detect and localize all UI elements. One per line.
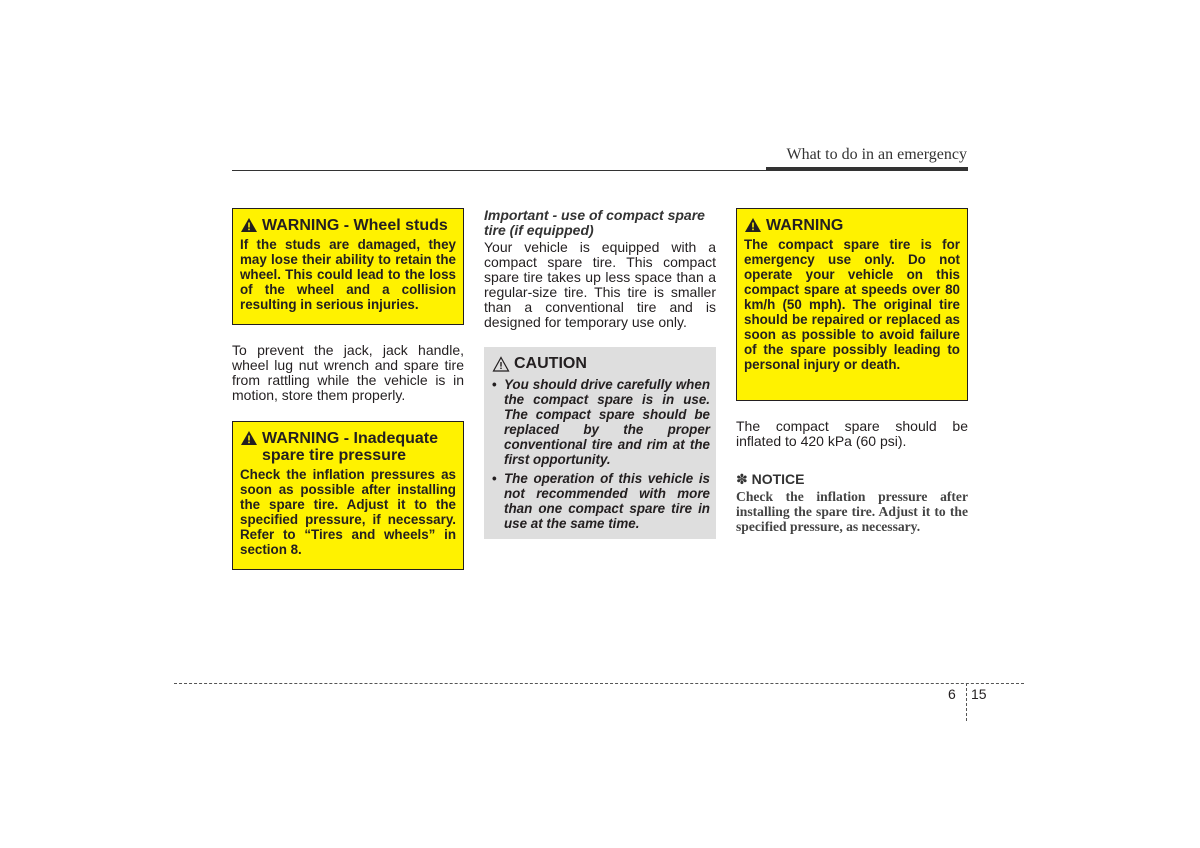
compact-spare-body: Your vehicle is equipped with a compact spare tire. This compact spare tire takes up less space than a regular-size tire. This tire is smaller than a conventional tire and is designed for temporary use only. [484, 239, 716, 330]
compact-spare-heading: Important - use of compact spare tire (if equipped) [484, 207, 705, 238]
footer-vertical-rule [966, 683, 967, 721]
warning-title [240, 430, 456, 464]
warning-triangle-icon [744, 217, 766, 234]
caution-label: CAUTION [514, 355, 587, 372]
warning-label: WARNING [262, 430, 340, 447]
column-3 [736, 208, 968, 534]
warning-body: If the studs are damaged, they may lose their ability to retain the wheel. This could lead to the loss of the wheel and a collision resulting in serious injuries. [240, 237, 456, 312]
inflation-paragraph: The compact spare should be inflated to 420 kPa (60 psi). [736, 418, 968, 449]
caution-item: • The operation of this vehicle is not recommended with more than one compact spare tire in use at the same time. [492, 471, 710, 531]
warning-box-wheel-studs [232, 208, 464, 325]
notice-body: Check the inflation pressure after installing the spare tire. Adjust it to the specified pressure, as necessary. [736, 489, 968, 534]
caution-item-text: You should drive carefully when the compact spare is in use. The compact spare should be replaced by the proper conventional tire and rim at the first opportunity. [504, 377, 710, 467]
column-2 [484, 208, 716, 539]
column-1 [232, 208, 464, 570]
warning-box-compact-spare [736, 208, 968, 401]
warning-label: WARNING [766, 217, 844, 234]
storage-paragraph: To prevent the jack, jack handle, wheel lug nut wrench and spare tire from rattling while the vehicle is in motion, store them properly. [232, 342, 464, 403]
warning-label: WARNING [262, 217, 340, 234]
caution-triangle-icon [492, 356, 514, 373]
caution-item-text: The operation of this vehicle is not recommended with more than one compact spare tire in use at the same time. [504, 471, 710, 531]
warning-subtitle: - Inadequate spare tire pressure [262, 430, 439, 464]
notice-title: ✽ NOTICE [736, 471, 805, 487]
warning-triangle-icon [240, 217, 262, 234]
section-number: 6 [948, 686, 956, 702]
warning-subtitle: - Wheel studs [339, 217, 448, 234]
header-bar [766, 167, 968, 171]
warning-title [240, 217, 456, 234]
warning-body: Check the inflation pressures as soon as possible after installing the spare tire. Adjust it to the specified pressure, if necessary. Refer to “Tires and wheels” in section 8. [240, 467, 456, 557]
warning-title [744, 217, 960, 234]
caution-box [484, 347, 716, 539]
caution-title [492, 355, 710, 373]
caution-item: • You should drive carefully when the compact spare is in use. The compact spare should be replaced by the proper conventional tire and rim at the first opportunity. [492, 377, 710, 467]
warning-box-spare-pressure [232, 421, 464, 570]
footer-rule [174, 683, 1024, 684]
warning-triangle-icon [240, 430, 262, 447]
warning-body: The compact spare tire is for emergency use only. Do not operate your vehicle on this compact spare at speeds over 80 km/h (50 mph). The original tire should be repaired or replaced as soon as possible to avoid failure of the spare possibly leading to personal injury or death. [744, 237, 960, 372]
caution-list [490, 377, 710, 531]
header-title: What to do in an emergency [786, 146, 967, 163]
page-number: 15 [971, 686, 987, 702]
